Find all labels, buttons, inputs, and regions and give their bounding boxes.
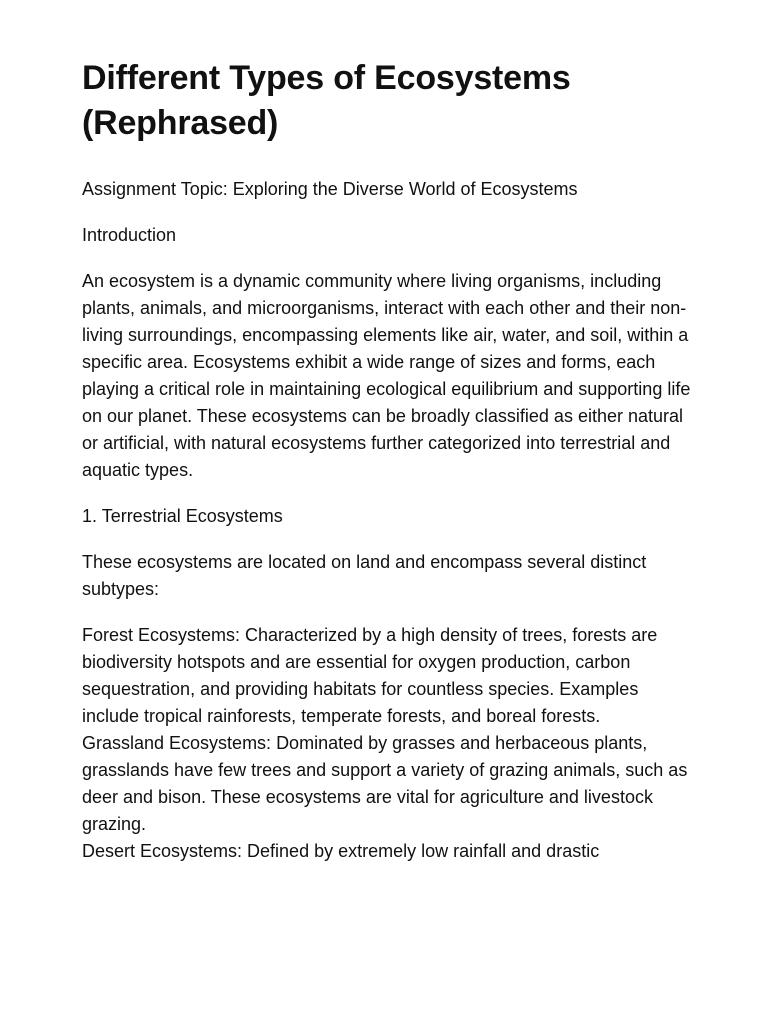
- grassland-paragraph: Grassland Ecosystems: Dominated by grasses and herbaceous plants, grasslands have few trees and support a variety of grazing animals, such as deer and bison. These ecosystems are vital for agriculture and livestock grazing.: [82, 733, 688, 834]
- intro-heading: Introduction: [82, 225, 177, 245]
- section1-intro: These ecosystems are located on land and encompass several distinct subtypes:: [82, 552, 647, 599]
- section1-heading: 1. Terrestrial Ecosystems: [82, 506, 283, 526]
- document-title: Different Types of Ecosystems (Rephrased): [82, 59, 571, 142]
- assignment-topic: Assignment Topic: Exploring the Diverse World of Ecosystems: [82, 179, 578, 199]
- intro-paragraph: An ecosystem is a dynamic community where living organisms, including plants, animals, and microorganisms, interact with each other and their non-living surroundings, encompassing elements like air, water, and soil, within a specific area. Ecosystems exhibit a wide range of sizes and forms, each playing a critical role in maintaining ecological equilibrium and supporting life on our planet. These ecosystems can be broadly classified as either natural or artificial, with natural ecosystems further categorized into terrestrial and aquatic types.: [82, 271, 691, 480]
- forest-paragraph: Forest Ecosystems: Characterized by a high density of trees, forests are biodiversity hotspots and are essential for oxygen production, carbon sequestration, and providing habitats for countless species. Examples include tropical rainforests, temperate forests, and boreal forests.: [82, 625, 658, 726]
- desert-paragraph: Desert Ecosystems: Defined by extremely low rainfall and drastic: [82, 841, 600, 861]
- document-page: [82, 56, 692, 865]
